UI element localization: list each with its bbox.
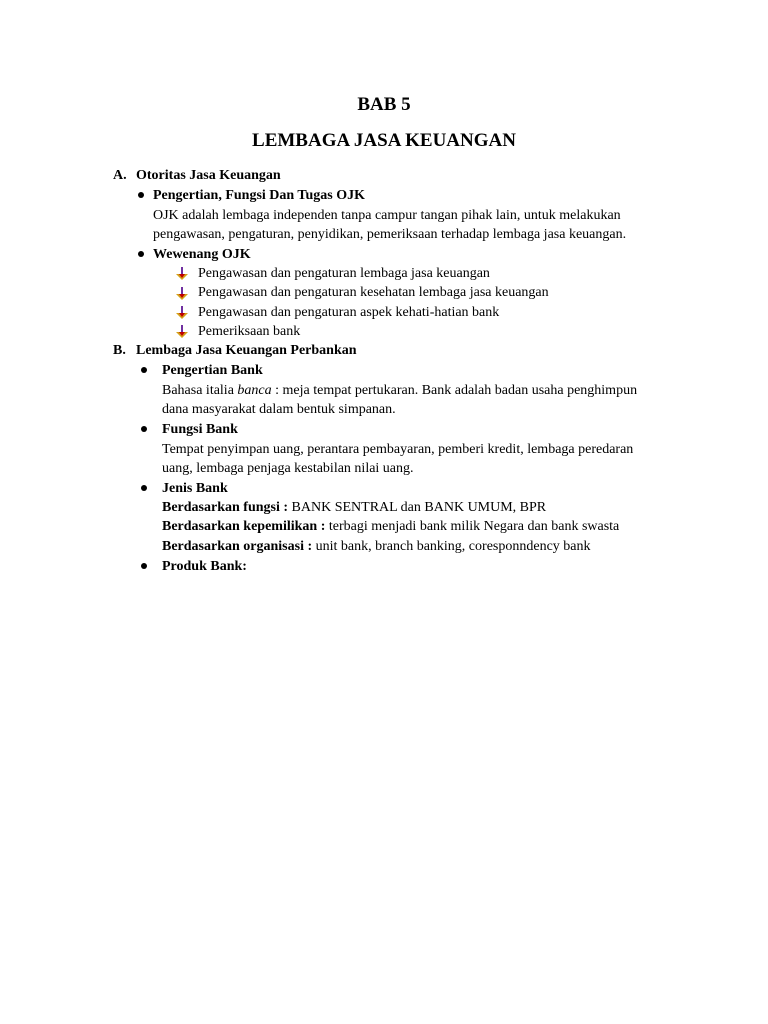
page-title: LEMBAGA JASA KEUANGAN (252, 130, 516, 151)
bank-definition-heading: Pengertian Bank (162, 363, 263, 378)
bank-type-label: Berdasarkan fungsi : (162, 500, 289, 515)
ojk-definition-heading: Pengertian, Fungsi Dan Tugas OJK (153, 188, 365, 203)
bank-type-row-2 (162, 517, 619, 536)
bank-type-value: terbagi menjadi bank milik Negara dan bank swasta (325, 519, 620, 534)
arrow-bullet-icon (176, 325, 188, 339)
section-b-marker: B. (113, 343, 126, 358)
section-b-heading: Lembaga Jasa Keuangan Perbankan (136, 343, 357, 358)
bank-type-value: BANK SENTRAL dan BANK UMUM, BPR (288, 500, 547, 515)
bullet-icon (141, 485, 147, 491)
section-a-marker: A. (113, 168, 127, 183)
bank-definition-text-pre: Bahasa italia (162, 383, 238, 398)
bank-type-row-3 (162, 537, 591, 556)
bullet-icon (138, 192, 144, 198)
bank-type-row-1 (162, 498, 546, 517)
bank-definition-text-post: : meja tempat pertukaran. Bank adalah badan usaha penghimpun (271, 383, 638, 398)
bank-definition-text-2: dana masyarakat dalam bentuk simpanan. (162, 402, 396, 417)
bank-definition-text-1 (162, 381, 637, 400)
arrow-bullet-icon (176, 267, 188, 281)
arrow-bullet-icon (176, 287, 188, 301)
ojk-definition-text-2: pengawasan, pengaturan, penyidikan, pemeriksaan terhadap lembaga jasa keuangan. (153, 227, 627, 242)
bank-function-heading: Fungsi Bank (162, 422, 238, 437)
bank-product-heading: Produk Bank: (162, 559, 247, 574)
ojk-authority-heading: Wewenang OJK (153, 247, 251, 262)
bank-function-text-2: uang, lembaga penjaga kestabilan nilai uang. (162, 461, 414, 476)
arrow-bullet-icon (176, 306, 188, 320)
bank-type-label: Berdasarkan organisasi : (162, 539, 313, 554)
bullet-icon (138, 251, 144, 257)
ojk-authority-item-3: Pengawasan dan pengaturan aspek kehati-hatian bank (198, 305, 500, 320)
ojk-authority-item-2: Pengawasan dan pengaturan kesehatan lembaga jasa keuangan (198, 285, 549, 300)
bank-function-text-1: Tempat penyimpan uang, perantara pembayaran, pemberi kredit, lembaga peredaran (162, 442, 634, 457)
chapter-label: BAB 5 (357, 94, 411, 115)
bullet-icon (141, 426, 147, 432)
ojk-authority-item-1: Pengawasan dan pengaturan lembaga jasa keuangan (198, 266, 490, 281)
section-a-heading: Otoritas Jasa Keuangan (136, 168, 281, 183)
bank-type-heading: Jenis Bank (162, 481, 228, 496)
bullet-icon (141, 563, 147, 569)
bank-type-label: Berdasarkan kepemilikan : (162, 519, 326, 534)
bank-type-value: unit bank, branch banking, coresponndency bank (312, 539, 591, 554)
bank-definition-italic-term: banca (237, 383, 272, 398)
bullet-icon (141, 367, 147, 373)
ojk-authority-item-4: Pemeriksaan bank (198, 324, 301, 339)
ojk-definition-text-1: OJK adalah lembaga independen tanpa campur tangan pihak lain, untuk melakukan (153, 208, 621, 223)
